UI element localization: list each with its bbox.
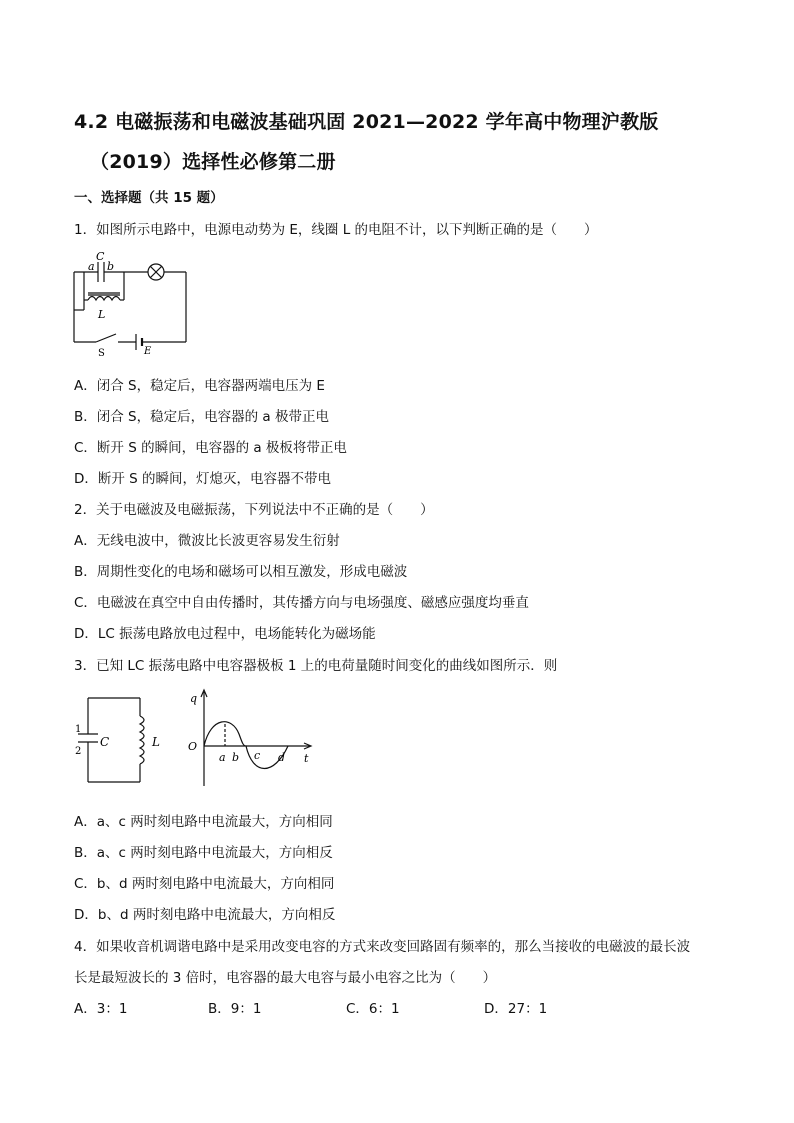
question-3-option-a: A．a、c 两时刻电路中电流最大，方向相同 xyxy=(74,814,333,830)
q3-label-C: C xyxy=(100,735,110,749)
question-3-stem: 3．已知 LC 振荡电路中电容器极板 1 上的电荷量随时间变化的曲线如图所示．则 xyxy=(74,658,558,674)
question-3-option-b: B．a、c 两时刻电路中电流最大，方向相反 xyxy=(74,845,333,861)
question-4-option-c: C．6：1 xyxy=(346,1001,400,1017)
section-heading: 一、选择题（共 15 题） xyxy=(74,190,224,206)
question-4-stem-line1: 4．如果收音机调谐电路中是采用改变电容的方式来改变回路固有频率的，那么当接收的电磁波的最长波 xyxy=(74,939,691,955)
q1-label-L: L xyxy=(98,308,106,321)
q1-label-C: C xyxy=(96,250,105,263)
question-4-option-b: B．9：1 xyxy=(208,1001,262,1017)
question-4-option-d: D．27：1 xyxy=(484,1001,548,1017)
q3-label-a: a xyxy=(219,751,226,764)
q3-label-c: c xyxy=(254,749,261,762)
question-3-option-c: C．b、d 两时刻电路中电流最大，方向相同 xyxy=(74,876,335,892)
question-1-option-d: D．断开 S 的瞬间，灯熄灭，电容器不带电 xyxy=(74,471,332,487)
question-1-circuit-figure xyxy=(66,250,196,360)
document-title-line1: 4.2 电磁振荡和电磁波基础巩固 2021—2022 学年高中物理沪教版 xyxy=(74,111,659,133)
q1-label-S: S xyxy=(98,348,105,359)
question-2-option-c: C．电磁波在真空中自由传播时，其传播方向与电场强度、磁感应强度均垂直 xyxy=(74,595,529,611)
question-4-option-a: A．3：1 xyxy=(74,1001,128,1017)
question-1-option-a: A．闭合 S，稳定后，电容器两端电压为 E xyxy=(74,378,325,394)
question-2-option-d: D．LC 振荡电路放电过程中，电场能转化为磁场能 xyxy=(74,626,376,642)
q3-label-plate2: 2 xyxy=(75,746,82,757)
question-3-option-d: D．b、d 两时刻电路中电流最大，方向相反 xyxy=(74,907,336,923)
question-2-stem: 2．关于电磁波及电磁振荡，下列说法中不正确的是（ ） xyxy=(74,502,434,518)
question-1-option-b: B．闭合 S，稳定后，电容器的 a 极带正电 xyxy=(74,409,329,425)
question-3-charge-time-graph xyxy=(182,686,322,792)
question-1-stem: 1．如图所示电路中，电源电动势为 E，线圈 L 的电阻不计，以下判断正确的是（ ） xyxy=(74,222,598,238)
question-2-option-b: B．周期性变化的电场和磁场可以相互激发，形成电磁波 xyxy=(74,564,408,580)
q1-label-b: b xyxy=(107,260,115,273)
q3-label-d: d xyxy=(278,751,286,764)
document-title-line2: （2019）选择性必修第二册 xyxy=(90,151,336,173)
q1-label-E: E xyxy=(144,346,152,357)
q3-label-plate1: 1 xyxy=(75,724,82,735)
q3-origin-O: O xyxy=(188,740,198,753)
q3-label-L: L xyxy=(152,735,160,749)
q3-label-b: b xyxy=(232,751,240,764)
q3-axis-q: q xyxy=(190,692,198,705)
question-4-stem-line2: 长是最短波长的 3 倍时，电容器的最大电容与最小电容之比为（ ） xyxy=(74,970,497,986)
question-2-option-a: A．无线电波中，微波比长波更容易发生衍射 xyxy=(74,533,340,549)
q1-label-a: a xyxy=(88,260,95,273)
question-1-option-c: C．断开 S 的瞬间，电容器的 a 极板将带正电 xyxy=(74,440,347,456)
question-3-lc-circuit-figure xyxy=(70,690,180,790)
q3-axis-t: t xyxy=(304,752,309,765)
